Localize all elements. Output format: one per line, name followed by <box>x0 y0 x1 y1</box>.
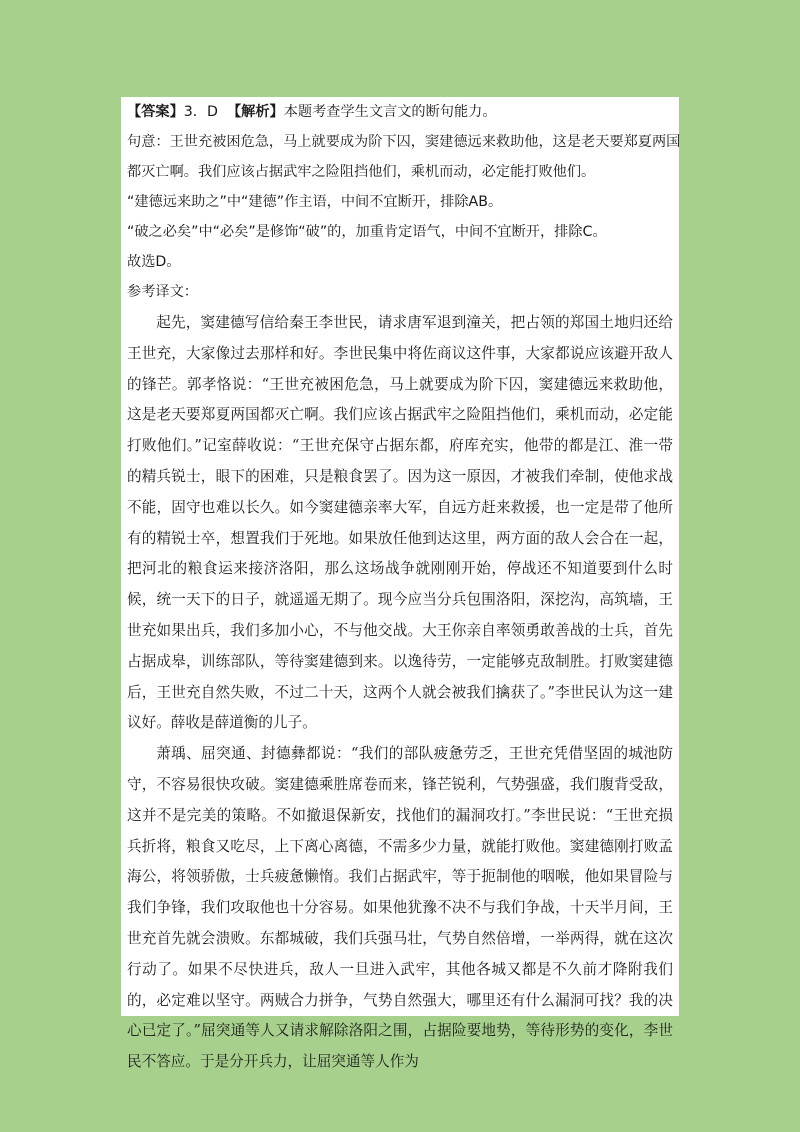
answer-value: 3．D <box>183 104 218 120</box>
note-line: “建德远来助之”中“建德”作主语，中间不宜断开，排除AB。 <box>127 194 503 210</box>
translation-heading: 参考译文： <box>127 284 198 300</box>
note-line: “破之必矣”中“必矣”是修饰“破”的，加重肯定语气，中间不宜断开，排除C。 <box>127 224 607 240</box>
note-line: 句意：王世充被困危急，马上就要成为阶下囚，窦建德远来救助他，这是老天要郑夏两国 <box>127 134 681 150</box>
analysis-label: 【解析】 <box>226 104 284 120</box>
answer-line <box>127 97 673 127</box>
document-page <box>121 97 681 1071</box>
translation-paragraph: 萧瑀、屈突通、封德彝都说：“我们的部队疲惫劳乏，王世充凭借坚固的城池防守，不容易很快攻破。窦建德乘胜席卷而来，锋芒锐利，气势强盛，我们腹背受敌，这并不是完美的策略。不如撤退保新安，找他们的漏洞攻打。”李世民说：“王世充损兵折将，粮食又吃尽，上下离心离德，不需多少力量，就能打败他。窦建德刚打败孟海公，将领骄傲，士兵疲惫懒惰。我们占据武牢，等于扼制他的咽喉，他如果冒险与我们争锋，我们攻取他也十分容易。如果他犹豫不决不与我们争战，十天半月间，王世充首先就会溃败。东都城破，我们兵强马壮，气势自然倍增，一举两得，就在这次行动了。如果不尽快进兵，敌人一旦进入武牢，其他各城又都是不久前才降附我们的，必定难以坚守。两贼合力拼争，气势自然强大，哪里还有什么漏洞可找？我的决心已定了。”屈突通等人又请求解除洛阳之围，占据险要地势，等待形势的变化，李世民不答应。于是分开兵力，让屈突通等人作为 <box>127 745 673 1071</box>
note-line: 故选D。 <box>127 254 181 270</box>
translation-body <box>127 308 673 1078</box>
analysis-text: 本题考查学生文言文的断句能力。 <box>283 104 497 120</box>
note-line: 都灭亡啊。我们应该占据武牢之险阻挡他们，乘机而动，必定能打败他们。 <box>127 164 596 180</box>
answer-label: 【答案】 <box>127 104 184 120</box>
translation-paragraph: 起先，窦建德写信给秦王李世民，请求唐军退到潼关，把占领的郑国土地归还给王世充，大家像过去那样和好。李世民集中将佐商议这件事，大家都说应该避开敌人的锋芒。郭孝恪说：“王世充被困危急，马上就要成为阶下囚，窦建德远来救助他，这是老天要郑夏两国都灭亡啊。我们应该占据武牢之险阻挡他们，乘机而动，必定能打败他们。”记室薛收说：“王世充保守占据东都，府库充实，他带的都是江、淮一带的精兵锐士，眼下的困难，只是粮食罢了。因为这一原因，才被我们牵制，使他求战不能，固守也难以长久。如今窦建德亲率大军，自远方赶来救援，也一定是带了他所有的精锐士卒，想置我们于死地。如果放任他到达这里，两方面的敌人会合在一起，把河北的粮食运来接济洛阳，那么这场战争就刚刚开始，停战还不知道要到什么时候，统一天下的日子，就遥遥无期了。现今应当分兵包围洛阳，深挖沟，高筑墙，王世充如果出兵，我们多加小心，不与他交战。大王你亲自率领勇敢善战的士兵，首先占据成皋，训练部队，等待窦建德到来。以逸待劳，一定能够克敌制胜。打败窦建德后，王世充自然失败，不过二十天，这两个人就会被我们擒获了。”李世民认为这一建议好。薛收是薛道衡的儿子。 <box>127 314 673 732</box>
